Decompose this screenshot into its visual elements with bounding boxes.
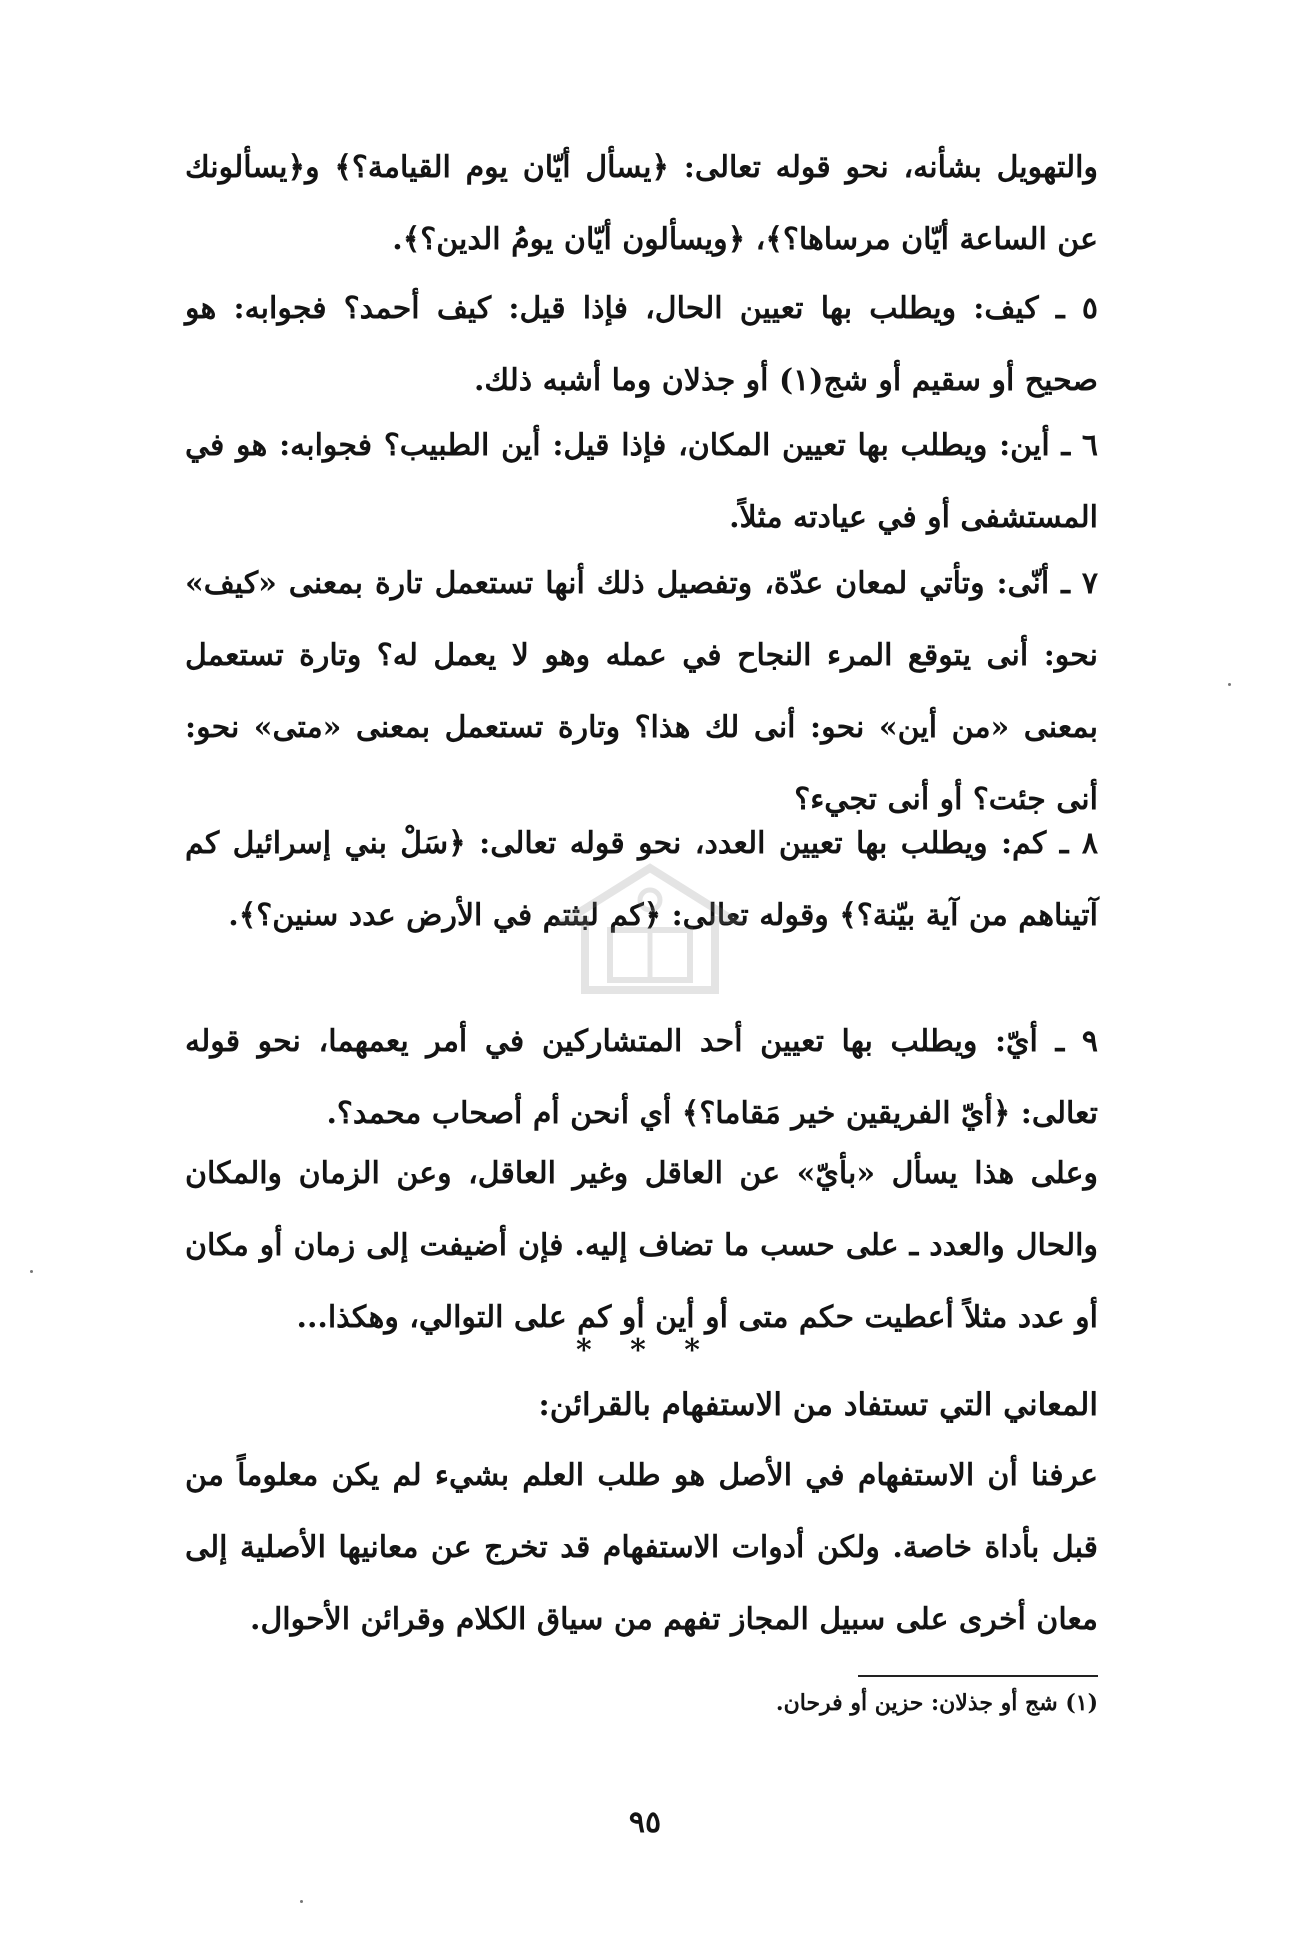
page-number: ٩٥ bbox=[628, 1805, 662, 1840]
paragraph-ayna: ٦ ـ أين: ويطلب بها تعيين المكان، فإذا قيل: أين الطبيب؟ فجوابه: هو في المستشفى أو في عيادته مثلاً. bbox=[185, 428, 1098, 535]
speck bbox=[300, 1900, 303, 1903]
paragraph-continuation: والتهويل بشأنه، نحو قوله تعالى: ﴿يسأل أيّان يوم القيامة؟﴾ و﴿يسألونك عن الساعة أيّان مرساها؟﴾، ﴿ويسألون أيّان يومُ الدين؟﴾. bbox=[185, 150, 1098, 257]
paragraph-ayy: ٩ ـ أيّ: ويطلب بها تعيين أحد المتشاركين في أمر يعمهما، نحو قوله تعالى: ﴿أيّ الفريقين خير مَقاما؟﴾ أي أنحن أم أصحاب محمد؟. bbox=[185, 1024, 1098, 1131]
footnote-rule bbox=[858, 1675, 1098, 1677]
paragraph-ayy-usage: وعلى هذا يسأل «بأيّ» عن العاقل وغير العاقل، وعن الزمان والمكان والحال والعدد ـ على حسب ما تضاف إليه. فإن أضيفت إلى زمان أو مكان أو عدد مثلاً أعطيت حكم متى أو أين أو كم على التوالي، وهكذا... bbox=[185, 1156, 1098, 1335]
paragraph-anna: ٧ ـ أنّى: وتأتي لمعان عدّة، وتفصيل ذلك أنها تستعمل تارة بمعنى «كيف» نحو: أنى يتوقع المرء النجاح في عمله وهو لا يعمل له؟ وتارة تستعمل بمعنى «من أين» نحو: أنى لك هذا؟ وتارة تستعمل بمعنى «متى» نحو: أنى جئت؟ أو أنى تجيء؟ bbox=[185, 566, 1098, 817]
speck bbox=[1228, 683, 1231, 686]
paragraph-closing: عرفنا أن الاستفهام في الأصل هو طلب العلم بشيء لم يكن معلوماً من قبل بأداة خاصة. ولكن أدوات الاستفهام قد تخرج عن معانيها الأصلية إلى معان أخرى على سبيل المجاز تفهم من سياق الكلام وقرائن الأحوال. bbox=[185, 1458, 1098, 1637]
speck bbox=[30, 1270, 33, 1273]
library-logo-watermark-icon bbox=[555, 860, 745, 1010]
section-separator: * * * bbox=[576, 1333, 714, 1368]
section-heading: المعاني التي تستفاد من الاستفهام بالقرائن: bbox=[538, 1387, 1098, 1423]
paragraph-kayfa: ٥ ـ كيف: ويطلب بها تعيين الحال، فإذا قيل: كيف أحمد؟ فجوابه: هو صحيح أو سقيم أو شج(١) أو جذلان وما أشبه ذلك. bbox=[185, 291, 1098, 398]
footnote: (١) شج أو جذلان: حزين أو فرحان. bbox=[775, 1690, 1098, 1716]
paragraph-kam: ٨ ـ كم: ويطلب بها تعيين العدد، نحو قوله تعالى: ﴿سَلْ بني إسرائيل كم آتيناهم من آية بيّنة؟﴾ وقوله تعالى: ﴿كم لبثتم في الأرض عدد سنين؟﴾. bbox=[185, 826, 1098, 933]
